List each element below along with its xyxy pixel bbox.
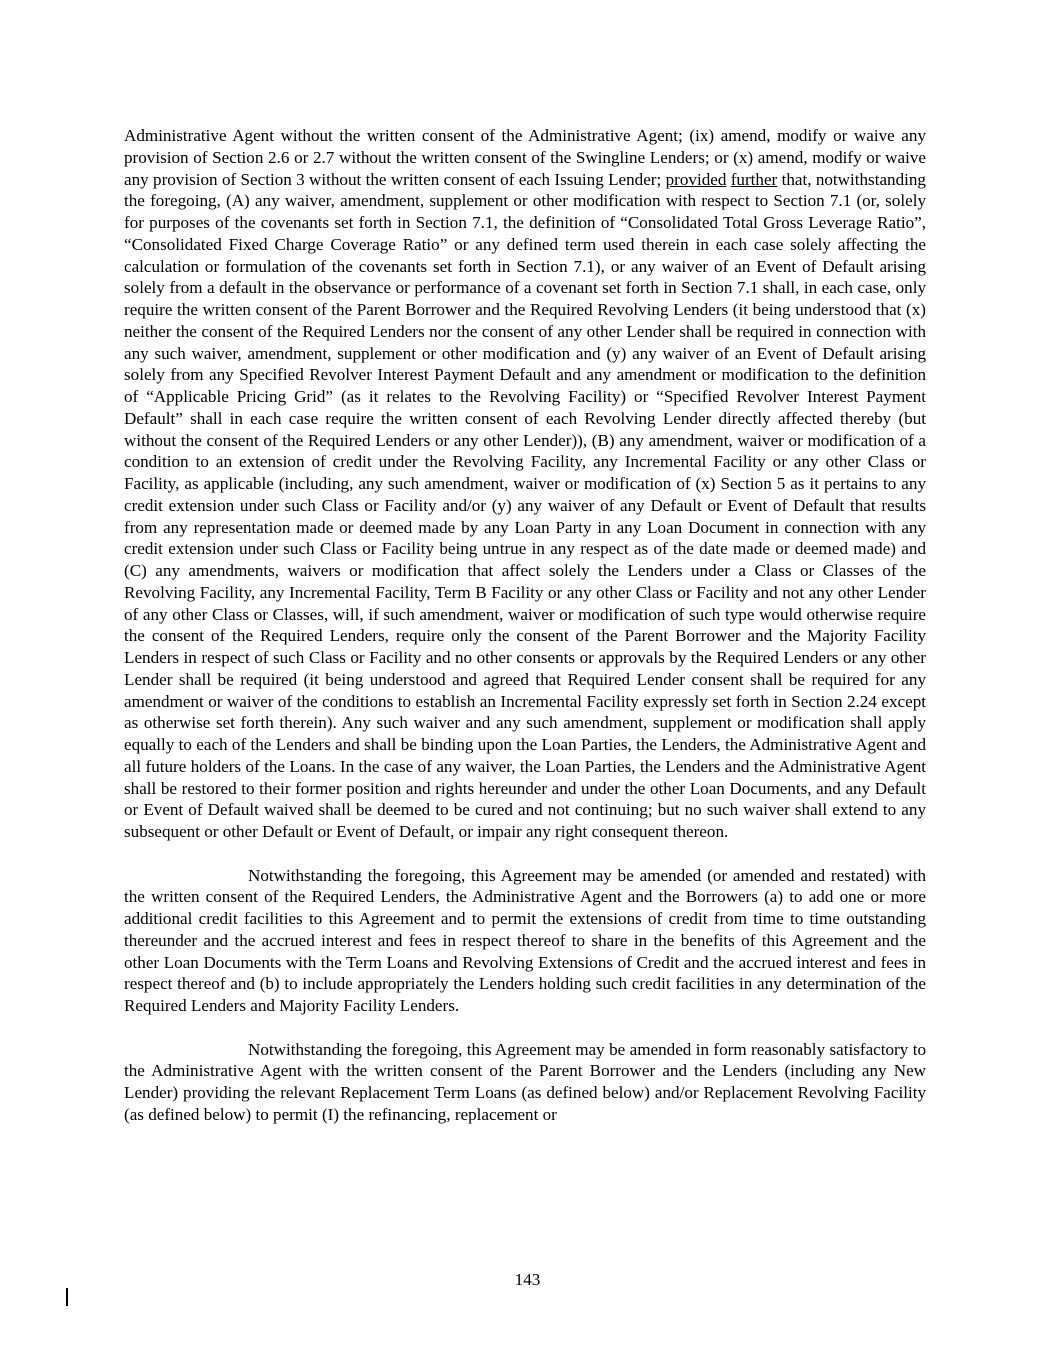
- body-text: [124, 125, 926, 1126]
- underlined-term-provided: provided: [665, 169, 727, 189]
- underlined-term-further: further: [730, 169, 778, 189]
- paragraph-additional-facilities: Notwithstanding the foregoing, this Agreement may be amended (or amended and restated) with the written consent of the Required Lenders, the Administrative Agent and the Borrowers (a) to add one or more additional credit facilities to this Agreement and to permit the extensions of credit from time to time outstanding thereunder and the accrued interest and fees in respect thereof to share in the benefits of this Agreement and the other Loan Documents with the Term Loans and Revolving Extensions of Credit and the accrued interest and fees in respect thereof and (b) to include appropriately the Lenders holding such credit facilities in any determination of the Required Lenders and Majority Facility Lenders.: [124, 865, 926, 1015]
- page-number: 143: [514, 1270, 541, 1289]
- paragraph-body-text: that, notwithstanding the foregoing, (A) any waiver, amendment, supplement or other modification with respect to Section 7.1 (or, solely for purposes of the covenants set forth in Section 7.1, the definition of “Consolidated Total Gross Leverage Ratio”, “Consolidated Fixed Charge Coverage Ratio” or any defined term used therein in each case solely affecting the calculation or formulation of the covenants set forth in Section 7.1), or any waiver of an Event of Default arising solely from a default in the observance or performance of a covenant set forth in Section 7.1 shall, in each case, only require the written consent of the Parent Borrower and the Required Revolving Lenders (it being understood that (x) neither the consent of the Required Lenders nor the consent of any other Lender shall be required in connection with any such waiver, amendment, supplement or other modification and (y) any waiver of an Event of Default arising solely from any Specified Revolver Interest Payment Default and any amendment or modification to the definition of “Applicable Pricing Grid” (as it relates to the Revolving Facility) or “Specified Revolver Interest Payment Default” shall in each case require the written consent of each Revolving Lender directly affected thereby (but without the consent of the Required Lenders or any other Lender)), (B) any amendment, waiver or modification of a condition to an extension of credit under the Revolving Facility, any Incremental Facility or any other Class or Facility, as applicable (including, any such amendment, waiver or modification of (x) Section 5 as it pertains to any credit extension under such Class or Facility and/or (y) any waiver of any Default or Event of Default that results from any representation made or deemed made by any Loan Party in any Loan Document in connection with any credit extension under such Class or Facility being untrue in any respect as of the date made or deemed made) and (C) any amendments, waivers or modification that affect solely the Lenders under a Class or Classes of the Revolving Facility, any Incremental Facility, Term B Facility or any other Class or Facility and not any other Lender of any other Class or Classes, will, if such amendment, waiver or modification of such type would otherwise require the consent of the Required Lenders, require only the consent of the Parent Borrower and the Majority Facility Lenders in respect of such Class or Facility and no other consents or approvals by the Required Lenders or any other Lender shall be required (it being understood and agreed that Required Lender consent shall be required for any amendment or waiver of the conditions to establish an Incremental Facility expressly set forth in Section 2.24 except as otherwise set forth therein). Any such waiver and any such amendment, supplement or modification shall apply equally to each of the Lenders and shall be binding upon the Loan Parties, the Lenders, the Administrative Agent and all future holders of the Loans. In the case of any waiver, the Loan Parties, the Lenders and the Administrative Agent shall be restored to their former position and rights hereunder and under the other Loan Documents, and any Default or Event of Default waived shall be deemed to be cured and not continuing; but no such waiver shall extend to any subsequent or other Default or Event of Default, or impair any right consequent thereon.: [124, 169, 926, 841]
- paragraph-lead-text: Administrative Agent without the written consent of the Administrative Agent; (ix) amend, modify or waive any provision of Section 2.6 or 2.7 without the written consent of the Swingline Lenders; or (x) amend, modify or waive any provision of Section 3 without the written consent of each Issuing Lender;: [124, 126, 926, 189]
- paragraph-replacement-loans: Notwithstanding the foregoing, this Agreement may be amended in form reasonably satisfactory to the Administrative Agent with the written consent of the Parent Borrower and the Lenders (including any New Lender) providing the relevant Replacement Term Loans (as defined below) and/or Replacement Revolving Facility (as defined below) to permit (I) the refinancing, replacement or: [124, 1039, 926, 1124]
- paragraph-amendments-continued: [124, 125, 926, 843]
- revision-change-bar: [66, 1288, 68, 1306]
